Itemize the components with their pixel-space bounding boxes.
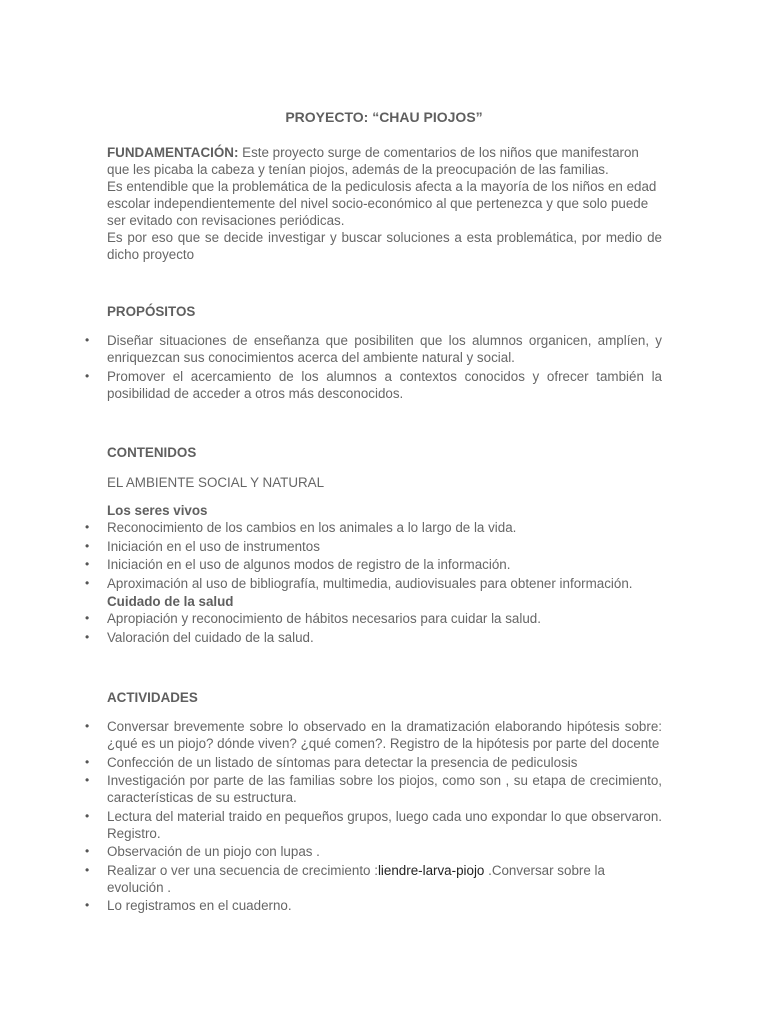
list-item: • Iniciación en el uso de algunos modos de registro de la información. <box>85 557 511 572</box>
propositos-list <box>85 332 662 402</box>
bullet-icon: • <box>85 520 90 534</box>
list-item: • Diseñar situaciones de enseñanza que posibiliten que los alumnos organicen, amplíen, y enriquezcan sus conocimientos acerca del ambiente natural y social. <box>85 333 662 365</box>
list-item: • Confección de un listado de síntomas para detectar la presencia de pediculosis <box>85 754 578 770</box>
cuidado-salud-list <box>85 610 662 646</box>
list-item: • Aproximación al uso de bibliografía, multimedia, audiovisuales para obtener información. <box>85 575 633 591</box>
bullet-icon: • <box>85 808 90 823</box>
propositos-heading: PROPÓSITOS <box>107 304 196 319</box>
list-item: • Reconocimiento de los cambios en los animales a lo largo de la vida. <box>85 520 517 535</box>
contenidos-subtitle: EL AMBIENTE SOCIAL Y NATURAL <box>107 475 325 490</box>
fundamentacion-paragraph-3: Es por eso que se decide investigar y buscar soluciones a esta problemática, por medio de dicho proyecto <box>107 230 662 262</box>
seres-vivos-subheading: Los seres vivos <box>107 503 208 518</box>
bullet-icon: • <box>85 719 90 733</box>
actividades-heading: ACTIVIDADES <box>107 690 198 705</box>
list-item: • Valoración del cuidado de la salud. <box>85 629 314 645</box>
list-item: • Apropiación y reconocimiento de hábitos necesarios para cuidar la salud. <box>85 611 541 626</box>
bullet-icon: • <box>85 754 90 769</box>
bullet-icon: • <box>85 844 90 858</box>
list-item: • Observación de un piojo con lupas . <box>85 844 320 859</box>
actividades-list-container <box>85 718 662 916</box>
propositos-list-container <box>85 332 662 403</box>
bullet-icon: • <box>85 898 90 912</box>
bullet-icon: • <box>85 333 90 347</box>
list-item: • Lo registramos en el cuaderno. <box>85 898 292 913</box>
bullet-icon: • <box>85 773 90 787</box>
list-item: • Conversar brevemente sobre lo observado en la dramatización elaborando hipótesis sobre: ¿qué es un piojo? dónde viven? ¿qué comen?. Registro de la hipótesis por parte del docente <box>85 719 662 751</box>
document-title: PROYECTO: “CHAU PIOJOS” <box>285 109 483 125</box>
growth-sequence-text: liendre-larva-piojo <box>377 862 485 878</box>
fundamentacion-paragraph-2: Es entendible que la problemática de la pediculosis afecta a la mayoría de los niños en edad escolar independientemente del nivel socio-económico al que pertenezca y que solo puede ser evitado con revisaciones periódicas. <box>107 179 657 228</box>
fundamentacion-label: FUNDAMENTACIÓN: <box>107 145 239 160</box>
list-item: • Lectura del material traido en pequeños grupos, luego cada uno expondar lo que observaron. Registro. <box>85 808 662 841</box>
bullet-icon: • <box>85 538 90 553</box>
list-item: • Realizar o ver una secuencia de crecimiento :liendre-larva-piojo .Conversar sobre la evolución . <box>85 862 605 895</box>
bullet-icon: • <box>85 629 90 644</box>
fundamentacion-section <box>107 144 662 263</box>
seres-vivos-list <box>85 519 662 592</box>
bullet-icon: • <box>85 557 90 571</box>
contenidos-heading: CONTENIDOS <box>107 445 197 460</box>
bullet-icon: • <box>85 611 90 625</box>
bullet-icon: • <box>85 368 90 383</box>
cuidado-salud-subheading: Cuidado de la salud <box>107 594 234 609</box>
list-item: • Promover el acercamiento de los alumnos a contextos conocidos y ofrecer también la posibilidad de acceder a otros más desconocidos. <box>85 368 662 401</box>
fundamentacion-paragraph-1 <box>107 144 662 178</box>
bullet-icon: • <box>85 575 90 590</box>
list-item: • Iniciación en el uso de instrumentos <box>85 538 320 554</box>
bullet-icon: • <box>85 862 90 877</box>
fundamentacion-text-1: Este proyecto surge de comentarios de los niños que manifestaron que les picaba la cabeza y tenían piojos, además de la preocupación de las familias. <box>107 145 639 177</box>
list-item: • Investigación por parte de las familias sobre los piojos, como son , su etapa de crecimiento, características de su estructura. <box>85 773 662 805</box>
actividades-list <box>85 718 662 914</box>
contenidos-list-container <box>85 502 662 647</box>
